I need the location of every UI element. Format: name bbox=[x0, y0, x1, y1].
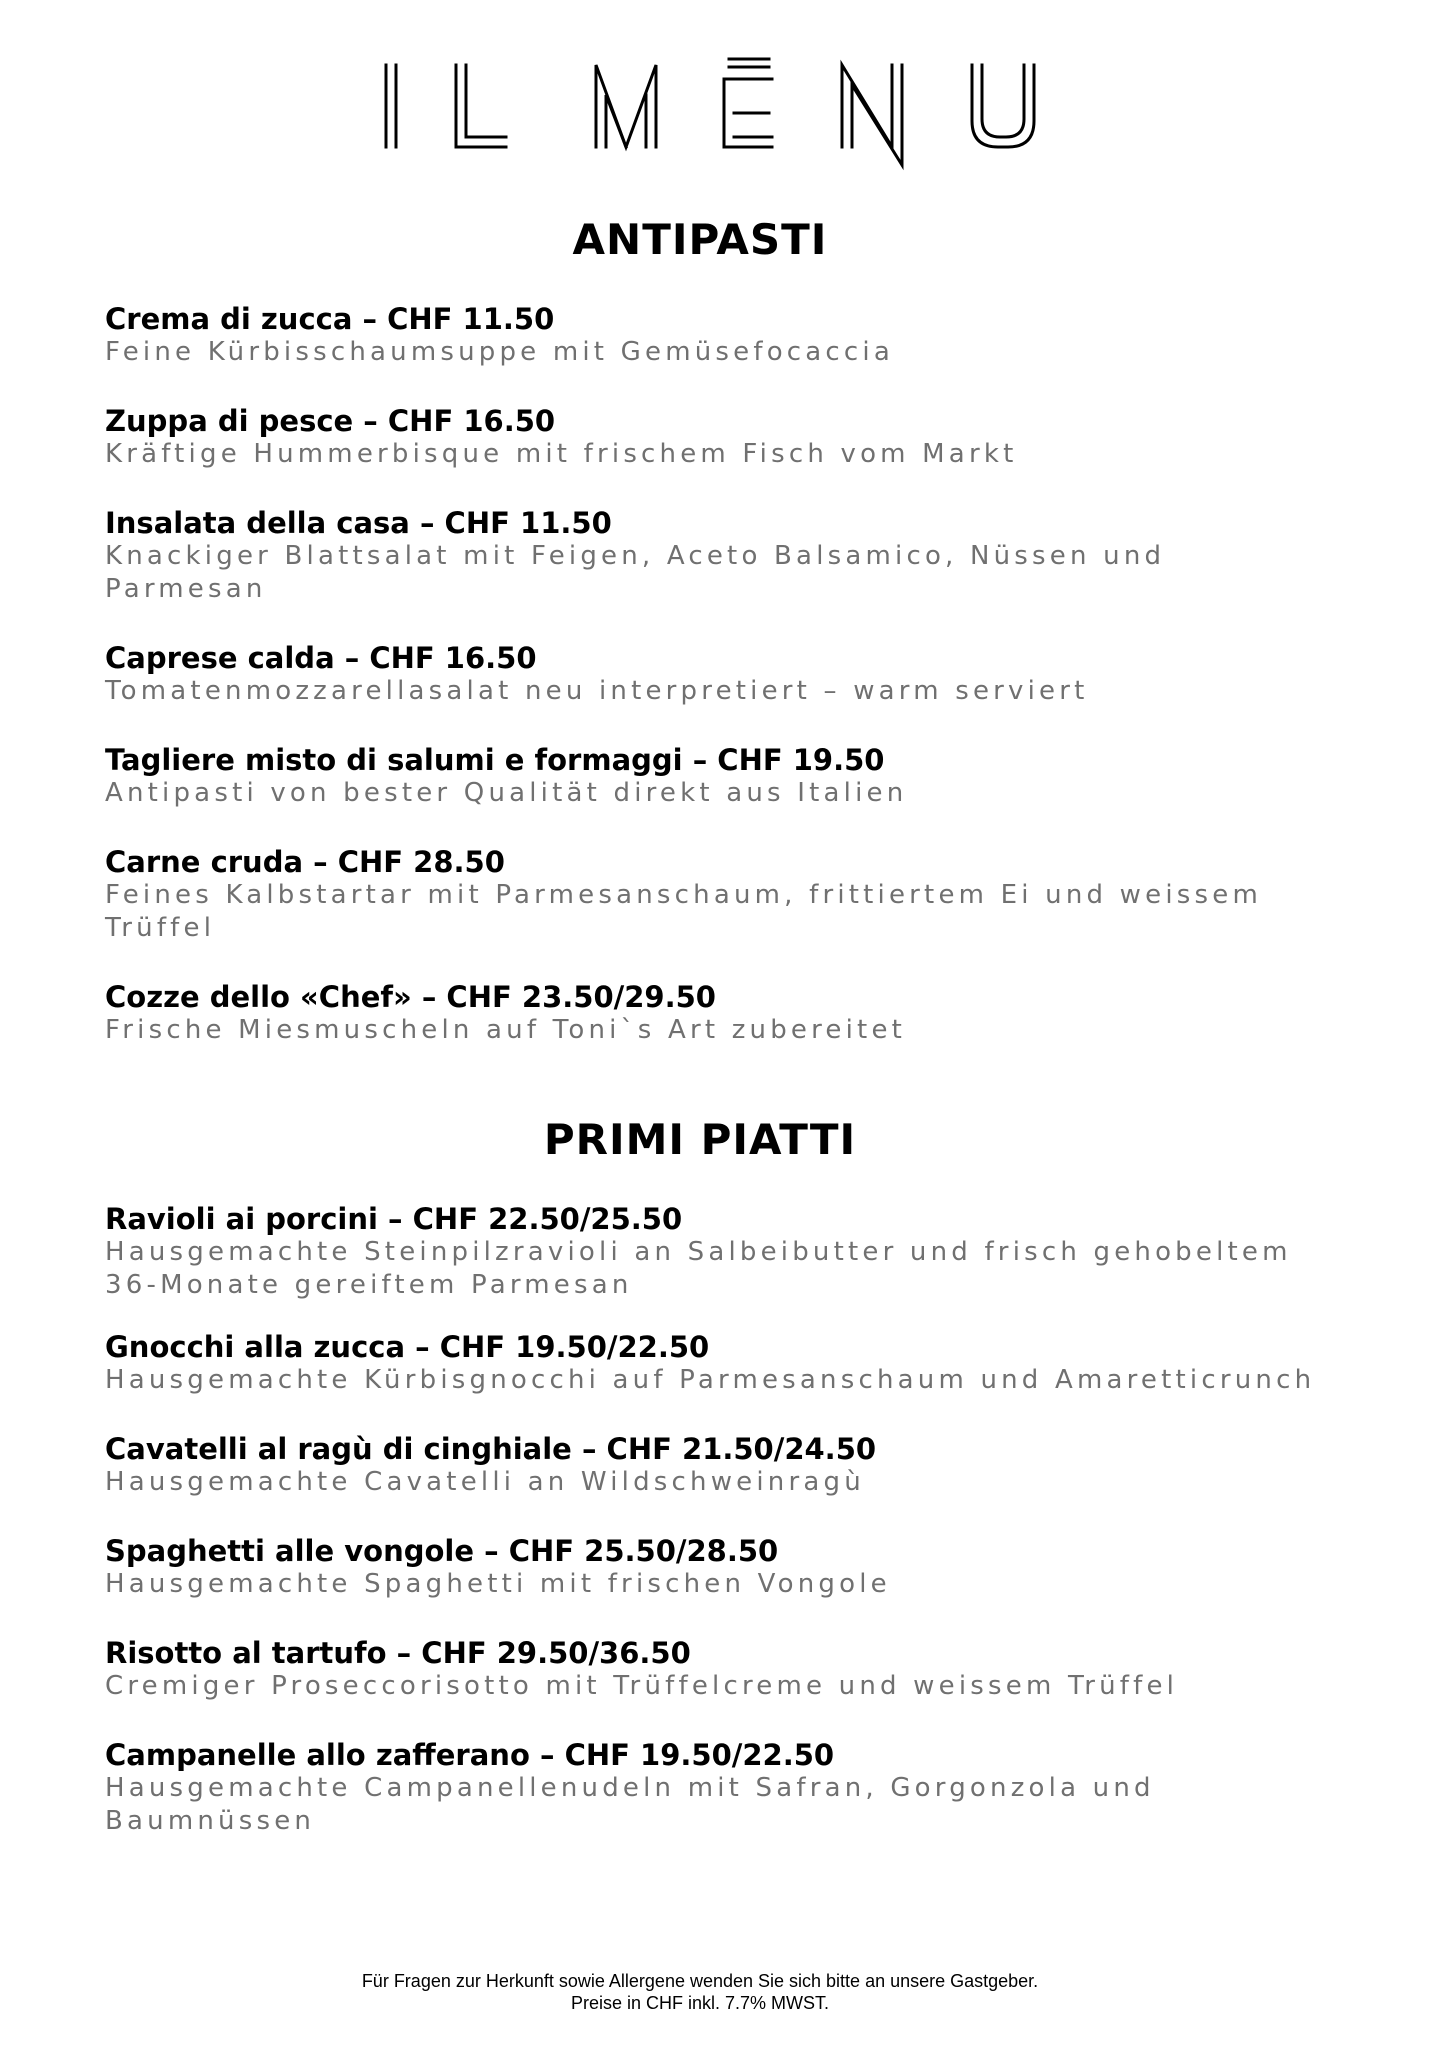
primi-piatti-list bbox=[105, 1202, 1335, 1838]
item-description: Knackiger Blattsalat mit Feigen, Aceto Balsamico, Nüssen und Parmesan bbox=[105, 541, 1166, 604]
item-description: Hausgemachte Steinpilzravioli an Salbeibutter und frisch gehobeltem 36-Monate gereiftem Parmesan bbox=[105, 1237, 1292, 1300]
item-description: Antipasti von bester Qualität direkt aus Italien bbox=[105, 778, 908, 808]
menu-item bbox=[105, 980, 1335, 1047]
logo-letter-e bbox=[724, 59, 772, 147]
item-name: Caprese calda – CHF 16.50 bbox=[105, 641, 537, 675]
menu-item bbox=[105, 1738, 1335, 1838]
footer-price-note: Preise in CHF inkl. 7.7% MWST. bbox=[570, 1993, 830, 2013]
menu-item bbox=[105, 1202, 1335, 1302]
item-name: Crema di zucca – CHF 11.50 bbox=[105, 302, 555, 336]
logo-letter-m bbox=[596, 65, 656, 147]
item-name: Ravioli ai porcini – CHF 22.50/25.50 bbox=[105, 1202, 683, 1236]
menu-item bbox=[105, 641, 1335, 708]
logo-letter-n bbox=[842, 65, 902, 165]
item-description: Frische Miesmuscheln auf Toni`s Art zubereitet bbox=[105, 1015, 907, 1045]
item-name: Insalata della casa – CHF 11.50 bbox=[105, 506, 612, 540]
menu-item bbox=[105, 1432, 1335, 1499]
item-name: Gnocchi alla zucca – CHF 19.50/22.50 bbox=[105, 1330, 710, 1364]
item-description: Cremiger Proseccorisotto mit Trüffelcreme und weissem Trüffel bbox=[105, 1671, 1179, 1701]
menu-item bbox=[105, 845, 1335, 945]
footer-allergen-note: Für Fragen zur Herkunft sowie Allergene wenden Sie sich bitte an unsere Gastgeber. bbox=[361, 1971, 1039, 1991]
menu-item bbox=[105, 506, 1335, 606]
item-description: Feine Kürbisschaumsuppe mit Gemüsefocaccia bbox=[105, 337, 894, 367]
menu-item bbox=[105, 302, 1335, 369]
item-name: Cozze dello «Chef» – CHF 23.50/29.50 bbox=[105, 980, 716, 1014]
menu-item bbox=[105, 743, 1335, 810]
item-name: Campanelle allo zafferano – CHF 19.50/22.50 bbox=[105, 1738, 835, 1772]
item-name: Spaghetti alle vongole – CHF 25.50/28.50 bbox=[105, 1534, 779, 1568]
logo-letter-i bbox=[386, 65, 396, 147]
logo-letter-l bbox=[456, 65, 506, 147]
menu-logo bbox=[0, 55, 1447, 185]
item-name: Risotto al tartufo – CHF 29.50/36.50 bbox=[105, 1636, 691, 1670]
item-description: Tomatenmozzarellasalat neu interpretiert – warm serviert bbox=[105, 676, 1089, 706]
menu-item bbox=[105, 404, 1335, 471]
item-name: Zuppa di pesce – CHF 16.50 bbox=[105, 404, 556, 438]
item-name: Cavatelli al ragù di cinghiale – CHF 21.50/24.50 bbox=[105, 1432, 877, 1466]
item-description: Hausgemachte Cavatelli an Wildschweinragù bbox=[105, 1467, 865, 1497]
menu-item bbox=[105, 1534, 1335, 1601]
item-description: Hausgemachte Spaghetti mit frischen Vongole bbox=[105, 1569, 891, 1599]
il-menu-logo bbox=[374, 55, 1074, 175]
item-name: Tagliere misto di salumi e formaggi – CHF 19.50 bbox=[105, 743, 885, 777]
footer-note bbox=[0, 1970, 1400, 2014]
item-description: Kräftige Hummerbisque mit frischem Fisch vom Markt bbox=[105, 439, 1018, 469]
logo-letter-u bbox=[972, 65, 1034, 147]
menu-item bbox=[105, 1636, 1335, 1703]
item-description: Hausgemachte Campanellenudeln mit Safran, Gorgonzola und Baumnüssen bbox=[105, 1773, 1155, 1836]
section-title-primi-piatti: PRIMI PIATTI bbox=[543, 1115, 857, 1164]
item-name: Carne cruda – CHF 28.50 bbox=[105, 845, 505, 879]
item-description: Hausgemachte Kürbisgnocchi auf Parmesanschaum und Amaretticrunch bbox=[105, 1365, 1316, 1395]
antipasti-list bbox=[105, 302, 1335, 1047]
section-title-antipasti: ANTIPASTI bbox=[572, 215, 828, 264]
menu-item bbox=[105, 1330, 1335, 1397]
item-description: Feines Kalbstartar mit Parmesanschaum, frittiertem Ei und weissem Trüffel bbox=[105, 880, 1262, 943]
